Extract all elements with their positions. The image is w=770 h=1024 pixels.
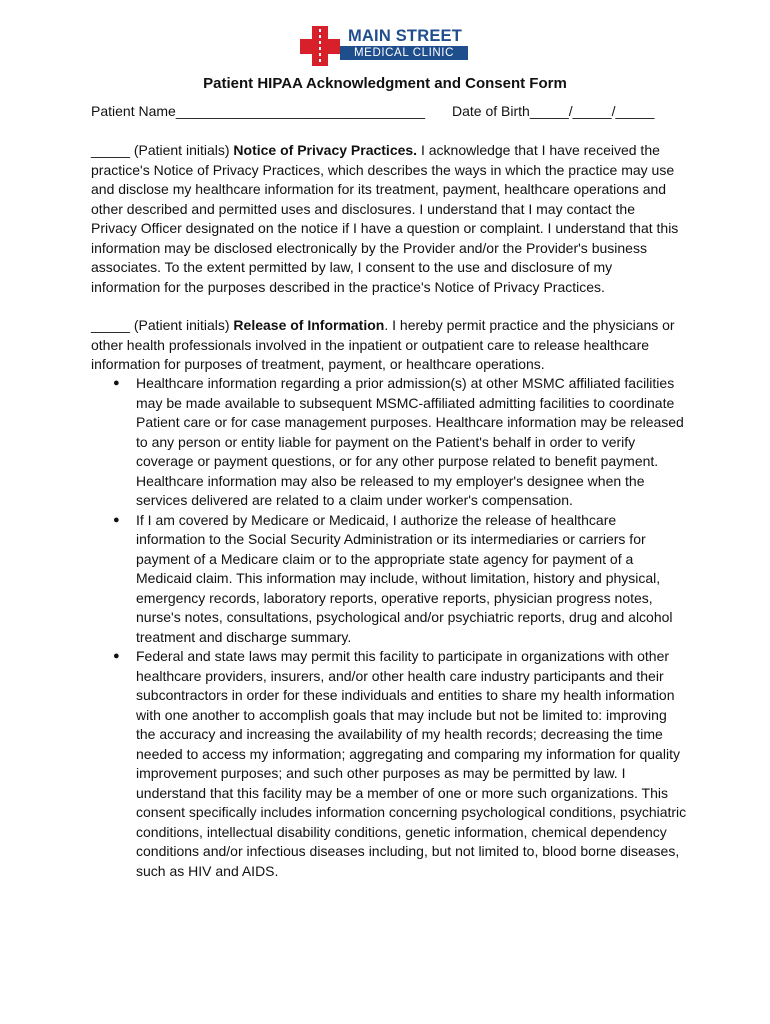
list-item [91,511,687,648]
bullet-icon: ● [113,650,120,662]
list-item [91,647,687,881]
notice-initials-label: (Patient initials) [129,142,234,158]
bullet-icon: ● [113,377,120,389]
release-text: . I hereby permit practice and the physicians or other health professionals involved in the inpatient or outpatient care to release healthcare information for purposes of treatment, payment, or healthcare operations. [91,317,675,372]
logo-line-1: MAIN STREET [347,27,463,45]
logo-line-2: MEDICAL CLINIC [340,46,468,60]
release-initials-blank[interactable]: _____ [91,317,130,333]
notice-of-privacy-section [91,141,683,297]
release-of-information-section [91,316,683,375]
bullet-text: If I am covered by Medicare or Medicaid, I authorize the release of healthcare information to the Social Security Administration or its intermediaries or carriers for payment of a Medicare claim or to the appropriate state agency for payment of a Medicaid claim. This information may include, without limitation, history and physical, emergency records, laboratory reports, operative reports, physician progress notes, nurse's notes, consultations, psychological and/or psychiatric reports, drug and alcohol treatment and discharge summary. [136,511,673,645]
release-initials-label: (Patient initials) [129,317,234,333]
bullet-icon: ● [113,513,120,526]
patient-name-field[interactable]: Patient Name________________________________ [91,103,425,119]
bullet-text: Healthcare information regarding a prior admission(s) at other MSMC affiliated facilities may be made available to subsequent MSMC-affiliated admitting facilities to coordinate Patient care or for case management purposes. Healthcare information may be released to any person or entity liable for payment on the Patient's behalf in order to verify coverage or payment questions, or for any other purpose related to benefit payment. Healthcare information may also be released to my employer's designee when the services delivered are related to a claim under worker's compensation. [136,375,684,508]
notice-heading: Notice of Privacy Practices. [233,142,418,158]
page-title: Patient HIPAA Acknowledgment and Consent Form [203,75,567,92]
release-bullet-list [91,374,687,881]
notice-initials-blank[interactable]: _____ [91,142,130,158]
list-item [91,374,687,511]
date-of-birth-field[interactable]: Date of Birth_____/_____/_____ [452,103,655,119]
clinic-logo [300,26,470,66]
notice-text: I acknowledge that I have received the practice's Notice of Privacy Practices, which describes the ways in which the practice may use and disclose my healthcare information for its treatment, payment, healthcare operations and other described and permitted uses and disclosures. I understand that I may contact the Privacy Officer designated on the notice if I have a question or complaint. I understand that this information may be disclosed electronically by the Provider and/or the Provider's business associates. To the extent permitted by law, I consent to the use and disclosure of my information for the purposes described in the practice's Notice of Privacy Practices. [91,142,679,295]
medical-cross-icon [300,26,340,66]
release-heading: Release of Information [233,317,385,333]
bullet-text: Federal and state laws may permit this facility to participate in organizations with other healthcare providers, insurers, and/or other health care industry participants and their subcontractors in order for these individuals and entities to share my health information with one another to accomplish goals that may include but not be limited to: improving the accuracy and increasing the availability of my health records; decreasing the time needed to access my information; aggregating and comparing my information for quality improvement purposes; and such other purposes as may be permitted by law. I understand that this facility may be a member of one or more such organizations. This consent specifically includes information concerning psychological conditions, psychiatric conditions, intellectual disability conditions, genetic information, chemical dependency conditions and/or infectious diseases including, but not limited to, blood borne diseases, such as HIV and AIDS. [136,648,687,879]
